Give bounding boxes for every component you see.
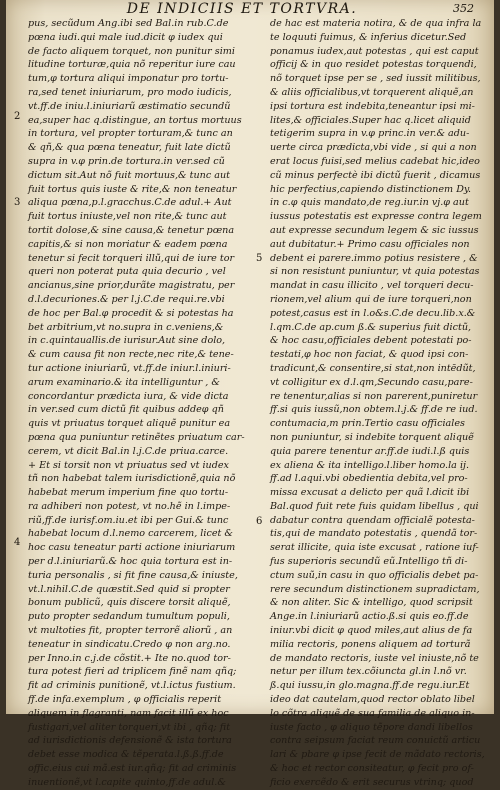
text-line: Ange.in l.iniuriarũ actio.ß.si quis eo.ff.de: [270, 611, 469, 623]
text-line: ficio exercẽdo & erit securus vtrinq; quod: [270, 776, 474, 788]
text-line: arum examinario.& ita intelliguntur , &: [28, 376, 220, 388]
text-line: teneatur in sindicatu.Credo φ non arg.no.: [28, 638, 231, 650]
text-line: serat illicite, quia iste excusat , ratione iuf-: [270, 542, 479, 554]
text-line: cũ minus perfectè ibi dictũ fuerit , dicamus: [270, 169, 481, 181]
text-line: ponamus iudex,aut potestas , qui est caput: [270, 45, 479, 57]
text-line: in ver.sed cum dictũ fit quibus addeφ qñ: [28, 404, 224, 416]
text-line: turia personalis , si fit fine causa,& iniuste,: [28, 569, 238, 581]
text-line: potest,casus est in l.o&s.C.de decu.lib.x.&: [270, 307, 476, 319]
text-line: l.qm.C.de ap.cum ß.& superius fuit dictũ,: [270, 321, 472, 333]
text-line: habebat merum imperium fine quo tortu-: [28, 487, 229, 499]
margin-number: 3: [14, 197, 21, 208]
text-line: queri non poterat puta quia decurio , vel: [28, 266, 226, 278]
text-line: Bal.quod fuit rete fuis quidam libellus , qui: [270, 500, 479, 512]
margin-number: 5: [256, 253, 263, 264]
text-line: dabatur contra quendam officialẽ potesta-: [270, 514, 475, 526]
text-line: lites,& officiales.Super hac q.licet aliquid: [270, 114, 471, 126]
text-line: + Et si torsit non vt priuatus sed vt iudex: [28, 459, 229, 471]
text-line: iniur.vbi dicit φ quod miles,aut alius de fa: [270, 625, 473, 637]
text-line: ex aliena & ita intelligo.l.liber homo.la ij.: [270, 459, 470, 471]
text-line: aut expresse secundum legem & sic iussus: [270, 224, 479, 236]
text-line: quia parere tenentur ar.ff.de iudi.l.ß quis: [270, 445, 470, 457]
text-line: tortit dolose,& sine causa,& tenetur pœna: [28, 224, 235, 236]
text-line: vt.l.nihil.C.de quæstit.Sed quid si propter: [28, 583, 230, 595]
text-line: per Inno.in c.j.de cõstit.+ Ite no.quod tor-: [28, 652, 231, 664]
margin-number: 4: [14, 537, 21, 548]
text-line: fit ad criminis punitionẽ, vt.l.ictus fustium.: [28, 680, 236, 692]
text-line: ff.ad l.aqui.vbi obedientia debita,vel pro-: [270, 473, 468, 485]
text-line: netur per illum tex.cõiuncta gl.in l.nõ vr.: [270, 666, 467, 678]
left-text-column: [28, 17, 250, 790]
text-line: de mandato rectoris, iuste vel iniuste,nõ te: [270, 652, 479, 664]
running-head: DE INDICIIS ET TORTVRA.: [126, 1, 358, 17]
text-line: fuit tortus iniuste,vel non rite,& tunc aut: [28, 211, 227, 223]
text-line: pus, secũdum Ang.ibi sed Bal.in rub.C.de: [28, 18, 229, 29]
text-line: tur actione iniuriarũ, vt.ff.de iniur.l.iniuri-: [28, 362, 231, 374]
text-line: tura potest fieri ad triplicem finẽ nam qñq;: [28, 666, 237, 678]
text-line: tum,φ tortura aliqui imponatur pro tortu-: [28, 73, 229, 85]
text-line: ipsi tortura est indebita,teneantur ipsi mi-: [270, 100, 475, 112]
text-line: de hoc per Bal.φ procedit & si potestas ha: [28, 307, 234, 319]
text-line: aliqua pœna,p.l.gracchus.C.de adul.+ Aut: [28, 197, 232, 209]
text-line: aliquem in flagranti, nam facit illũ ex hoc: [28, 707, 229, 719]
text-line: non puniuntur, si indebite torquent aliquẽ: [270, 431, 474, 443]
text-line: lari & pbare φ ipse fecit de mãdato rectoris,: [270, 749, 485, 761]
text-line: contumacia,m prin.Tertio casu officiales: [270, 418, 465, 430]
text-line: ideo dat cautelam,quod rector oblato libel: [270, 694, 475, 706]
text-line: dictum sit.Aut nõ fuit mortuus,& tunc aut: [28, 169, 231, 181]
text-line: aut dubitatur.+ Primo casu officiales non: [270, 238, 470, 250]
text-line: in c.φ quis mandato,de reg.iur.in vj.φ aut: [270, 197, 469, 209]
text-line: rere secundum distinctionem supradictam,: [270, 583, 480, 595]
text-line: missa excusat a delicto per quã l.dicit ibi: [270, 487, 470, 499]
text-line: & qñ,& qua pœna teneatur, fuit late dictũ: [28, 142, 231, 154]
text-line: in tortura, vel propter torturam,& tunc an: [28, 128, 233, 140]
text-line: hic perfectius,capiendo distinctionem Dy.: [270, 183, 472, 195]
text-line: tradicunt,& consentire,si stat,non intēdũt,: [270, 362, 476, 374]
text-line: & non aliter. Sic & intelligo, quod scripsit: [270, 597, 473, 609]
text-line: tenetur si fecit torqueri illũ,qui de iure tor: [28, 252, 235, 264]
text-line: ra,sed tenet iniuriarum, pro modo iudicis,: [28, 86, 232, 98]
text-line: ctum suũ,in casu in quo officialis debet pa-: [270, 569, 479, 581]
book-page: [6, 0, 494, 788]
text-line: puto propter sedandum tumultum populi,: [28, 611, 230, 623]
text-line: vt.ff.de iniu.l.iniuriarũ æstimatio secundũ: [28, 100, 231, 112]
text-line: & aliis officialibus,vt torquerent aliquẽ,an: [270, 86, 474, 98]
text-line: vt colligitur ex d.l.qm,Secundo casu,pare-: [270, 376, 473, 388]
text-line: debet esse modica & tẽperata.l.ß.ß.ff.de: [28, 749, 224, 761]
text-line: ß.qui iussu,in glo.magna.ff.de regu.iur.Et: [270, 680, 470, 692]
text-line: ff.si quis iussũ,non obtem.l.j.& ff.de re iud.: [270, 404, 478, 416]
text-line: & hoc et rector consiteatur, φ fecit pro of-: [270, 763, 474, 775]
text-line: te loquuti fuimus, & inferius dicetur.Sed: [270, 31, 467, 43]
text-line: d.l.decuriones.& per l.j.C.de requi.re.vbi: [28, 293, 225, 305]
text-line: tñ non habebat talem iurisdictionẽ,quia nõ: [28, 473, 236, 485]
text-line: vt multoties fit, propter terrorẽ aliorũ , an: [28, 625, 233, 637]
text-line: de facto aliquem torquet, non punitur simi: [28, 45, 235, 57]
text-line: fus superioris secundũ eũ.Intelligo tñ di-: [270, 556, 468, 568]
text-line: uerte circa prædicta,vbi vide , si qui a non: [270, 142, 477, 154]
text-line: bonum publicũ, quis discere torsit aliquẽ,: [28, 597, 231, 609]
text-line: capitis,& si non moriatur & eadem pœna: [28, 238, 228, 250]
text-line: lo cõtra aliquẽ de sua familia de aliquo in-: [270, 707, 475, 719]
text-line: mandat in casu illicito , vel torqueri decu-: [270, 280, 474, 292]
text-line: riũ,ff.de iurisf.om.iu.et ibi per Gui.& tunc: [28, 514, 229, 526]
text-line: tetigerim supra in v.φ princ.in ver.& adu-: [270, 128, 470, 140]
text-line: iuste facto , φ aliquo tẽpore dandi libellos: [270, 721, 473, 733]
text-line: contra seipsum faciat reum conuictũ articu: [270, 735, 481, 747]
text-line: si non resistunt puniuntur, vt quia potestas: [270, 266, 480, 278]
text-line: & cum causa fit non recte,nec rite,& tene-: [28, 349, 234, 361]
text-line: de hac est materia notira, & de qua infra la: [270, 18, 482, 29]
margin-number: 2: [14, 111, 21, 122]
text-line: rionem,vel alium qui de iure torqueri,non: [270, 293, 472, 305]
text-line: ra adhiberi non potest, vt no.hẽ in l.impe-: [28, 500, 231, 512]
text-line: cerem, vt dicit Bal.in l.j.C.de priua.carce.: [28, 445, 229, 457]
text-line: ea,super hac q.distingue, an tortus mortuus: [28, 114, 242, 126]
text-line: litudine torturæ,quia nõ reperitur iure cau: [28, 59, 236, 71]
text-line: pœna qua puniuntur retinẽtes priuatum car-: [28, 431, 245, 443]
text-line: offic.eius cui mã.est iur.qñq; fit ad criminis: [28, 763, 237, 775]
text-line: ancianus,sine prior,durãte magistratu, per: [28, 280, 235, 292]
page-header: [6, 1, 494, 17]
text-line: pœna iudi.qui male iud.dicit φ iudex qui: [28, 31, 223, 43]
text-line: tis,qui de mandato potestatis , quendã tor-: [270, 528, 478, 540]
text-line: bet arbitrium,vt no.supra in c.veniens,&: [28, 321, 224, 333]
text-line: milia rectoris, ponens aliquem ad torturã: [270, 638, 471, 650]
text-line: per d.l.iniuriarũ.& hoc quia tortura est in-: [28, 556, 233, 568]
text-line: & hoc casu,officiales debent potestati po-: [270, 335, 472, 347]
text-line: inuentionẽ,vt l.capite quinto,ff.de adul.&: [28, 776, 226, 788]
text-line: re tenentur,alias si non parerent,puniretur: [270, 390, 478, 402]
text-line: ff.de infa.exemplum , φ officialis reperit: [28, 694, 222, 706]
page-number: 352: [453, 2, 474, 15]
text-line: quis vt priuatus torquet aliquẽ punitur ea: [28, 418, 231, 430]
text-line: officij & in quo residet potestas torquendi,: [270, 59, 477, 71]
text-line: ad iurisdictionis defensionẽ & ista tortura: [28, 735, 232, 747]
text-line: fustigari,vel aliter torqueri,vt ibi , qñq; fit: [28, 721, 231, 733]
text-line: erat locus fuisi,sed melius cadebat hic,ideo: [270, 155, 480, 167]
text-line: supra in v.φ prin.de tortura.in ver.sed cũ: [28, 155, 225, 167]
text-line: in c.quintauallis.de iurisur.Aut sine dolo,: [28, 335, 226, 347]
text-line: fuit tortus quis iuste & rite,& non teneatur: [28, 183, 237, 195]
margin-number: 6: [256, 516, 263, 527]
text-line: testati,φ hoc non faciat, & quod ipsi con-: [270, 349, 469, 361]
right-text-column: [270, 17, 488, 790]
text-line: debent ei parere.immo potius resistere , &: [270, 252, 478, 264]
text-line: hoc casu teneatur parti actione iniuriarum: [28, 542, 236, 554]
text-line: iussus potestatis est expresse contra legem: [270, 211, 482, 223]
text-line: nõ torquet ipse per se , sed iussit militibus,: [270, 73, 481, 85]
text-line: concordantur prædicta iura, & vide dicta: [28, 390, 229, 402]
text-line: habebat locum d.l.nemo carcerem, licet &: [28, 528, 233, 540]
